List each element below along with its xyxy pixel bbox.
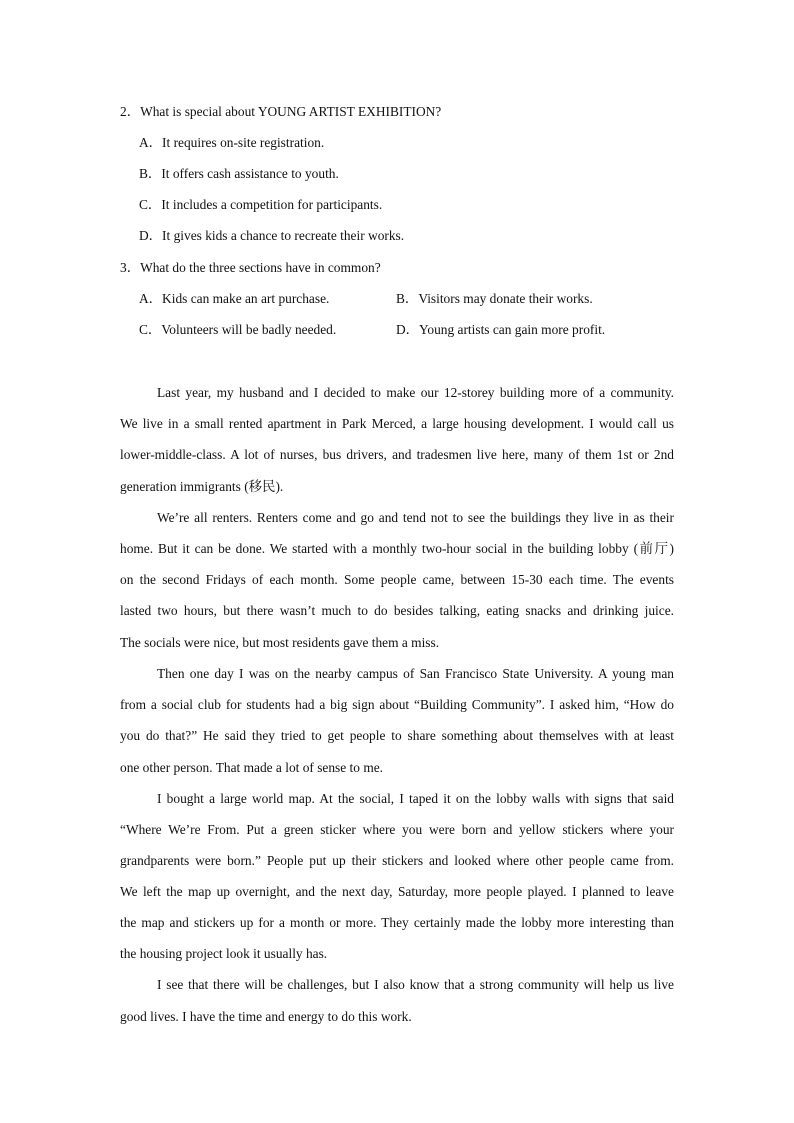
passage-p3-line-3: you do that?” He said they tried to get people to share something about themselves with at least — [120, 728, 674, 743]
passage-p4-line-4: We left the map up overnight, and the next day, Saturday, more people played. I planned to leave — [120, 884, 674, 899]
question-3-option-c: C．Volunteers will be badly needed. — [139, 322, 337, 337]
passage-p2-line-1: We’re all renters. Renters come and go and tend not to see the buildings they live in as their — [157, 510, 674, 525]
question-3-option-d: D．Young artists can gain more profit. — [396, 322, 606, 337]
question-2-option-d: D．It gives kids a chance to recreate their works. — [139, 228, 405, 243]
passage-p2-line-2: home. But it can be done. We started with a monthly two-hour social in the building lobby (前厅) — [120, 541, 674, 556]
passage-p3-line-4: one other person. That made a lot of sense to me. — [120, 760, 384, 775]
question-3-stem: 3．What do the three sections have in common? — [120, 260, 381, 275]
question-2-option-c: C．It includes a competition for participants. — [139, 197, 383, 212]
passage-p4-line-3: grandparents were born.” People put up their stickers and looked where other people came from. — [120, 853, 674, 868]
passage-p2-line-5: The socials were nice, but most residents gave them a miss. — [120, 635, 440, 650]
passage-p4-line-2: “Where We’re From. Put a green sticker where you were born and yellow stickers where your — [120, 822, 674, 837]
passage-p4-line-1: I bought a large world map. At the social, I taped it on the lobby walls with signs that said — [157, 791, 674, 806]
passage-p2-line-4: lasted two hours, but there wasn’t much to do besides talking, eating snacks and drinking juice. — [120, 603, 674, 618]
question-2-option-a: A．It requires on-site registration. — [139, 135, 325, 150]
passage-p1-line-2: We live in a small rented apartment in Park Merced, a large housing development. I would call us — [120, 416, 674, 431]
question-2-option-b: B．It offers cash assistance to youth. — [139, 166, 339, 181]
passage-p4-line-5: the map and stickers up for a month or more. They certainly made the lobby more interesting than — [120, 915, 674, 930]
passage-p1-line-1: Last year, my husband and I decided to make our 12-storey building more of a community. — [157, 385, 674, 400]
question-2-stem: 2．What is special about YOUNG ARTIST EXHIBITION? — [120, 104, 442, 119]
passage-p3-line-1: Then one day I was on the nearby campus of San Francisco State University. A young man — [157, 666, 674, 681]
passage-p2-line-3: on the second Fridays of each month. Some people came, between 15-30 each time. The events — [120, 572, 674, 587]
question-3-option-a: A．Kids can make an art purchase. — [139, 291, 330, 306]
question-3-option-b: B．Visitors may donate their works. — [396, 291, 593, 306]
passage-p5-line-2: good lives. I have the time and energy to do this work. — [120, 1009, 412, 1024]
passage-p1-line-3: lower-middle-class. A lot of nurses, bus drivers, and tradesmen live here, many of them 1st or 2nd — [120, 447, 674, 462]
passage-p3-line-2: from a social club for students had a big sign about “Building Community”. I asked him, “How do — [120, 697, 674, 712]
passage-p5-line-1: I see that there will be challenges, but I also know that a strong community will help us live — [157, 977, 674, 992]
passage-p1-line-4: generation immigrants (移民). — [120, 479, 284, 494]
passage-p4-line-6: the housing project look it usually has. — [120, 946, 328, 961]
